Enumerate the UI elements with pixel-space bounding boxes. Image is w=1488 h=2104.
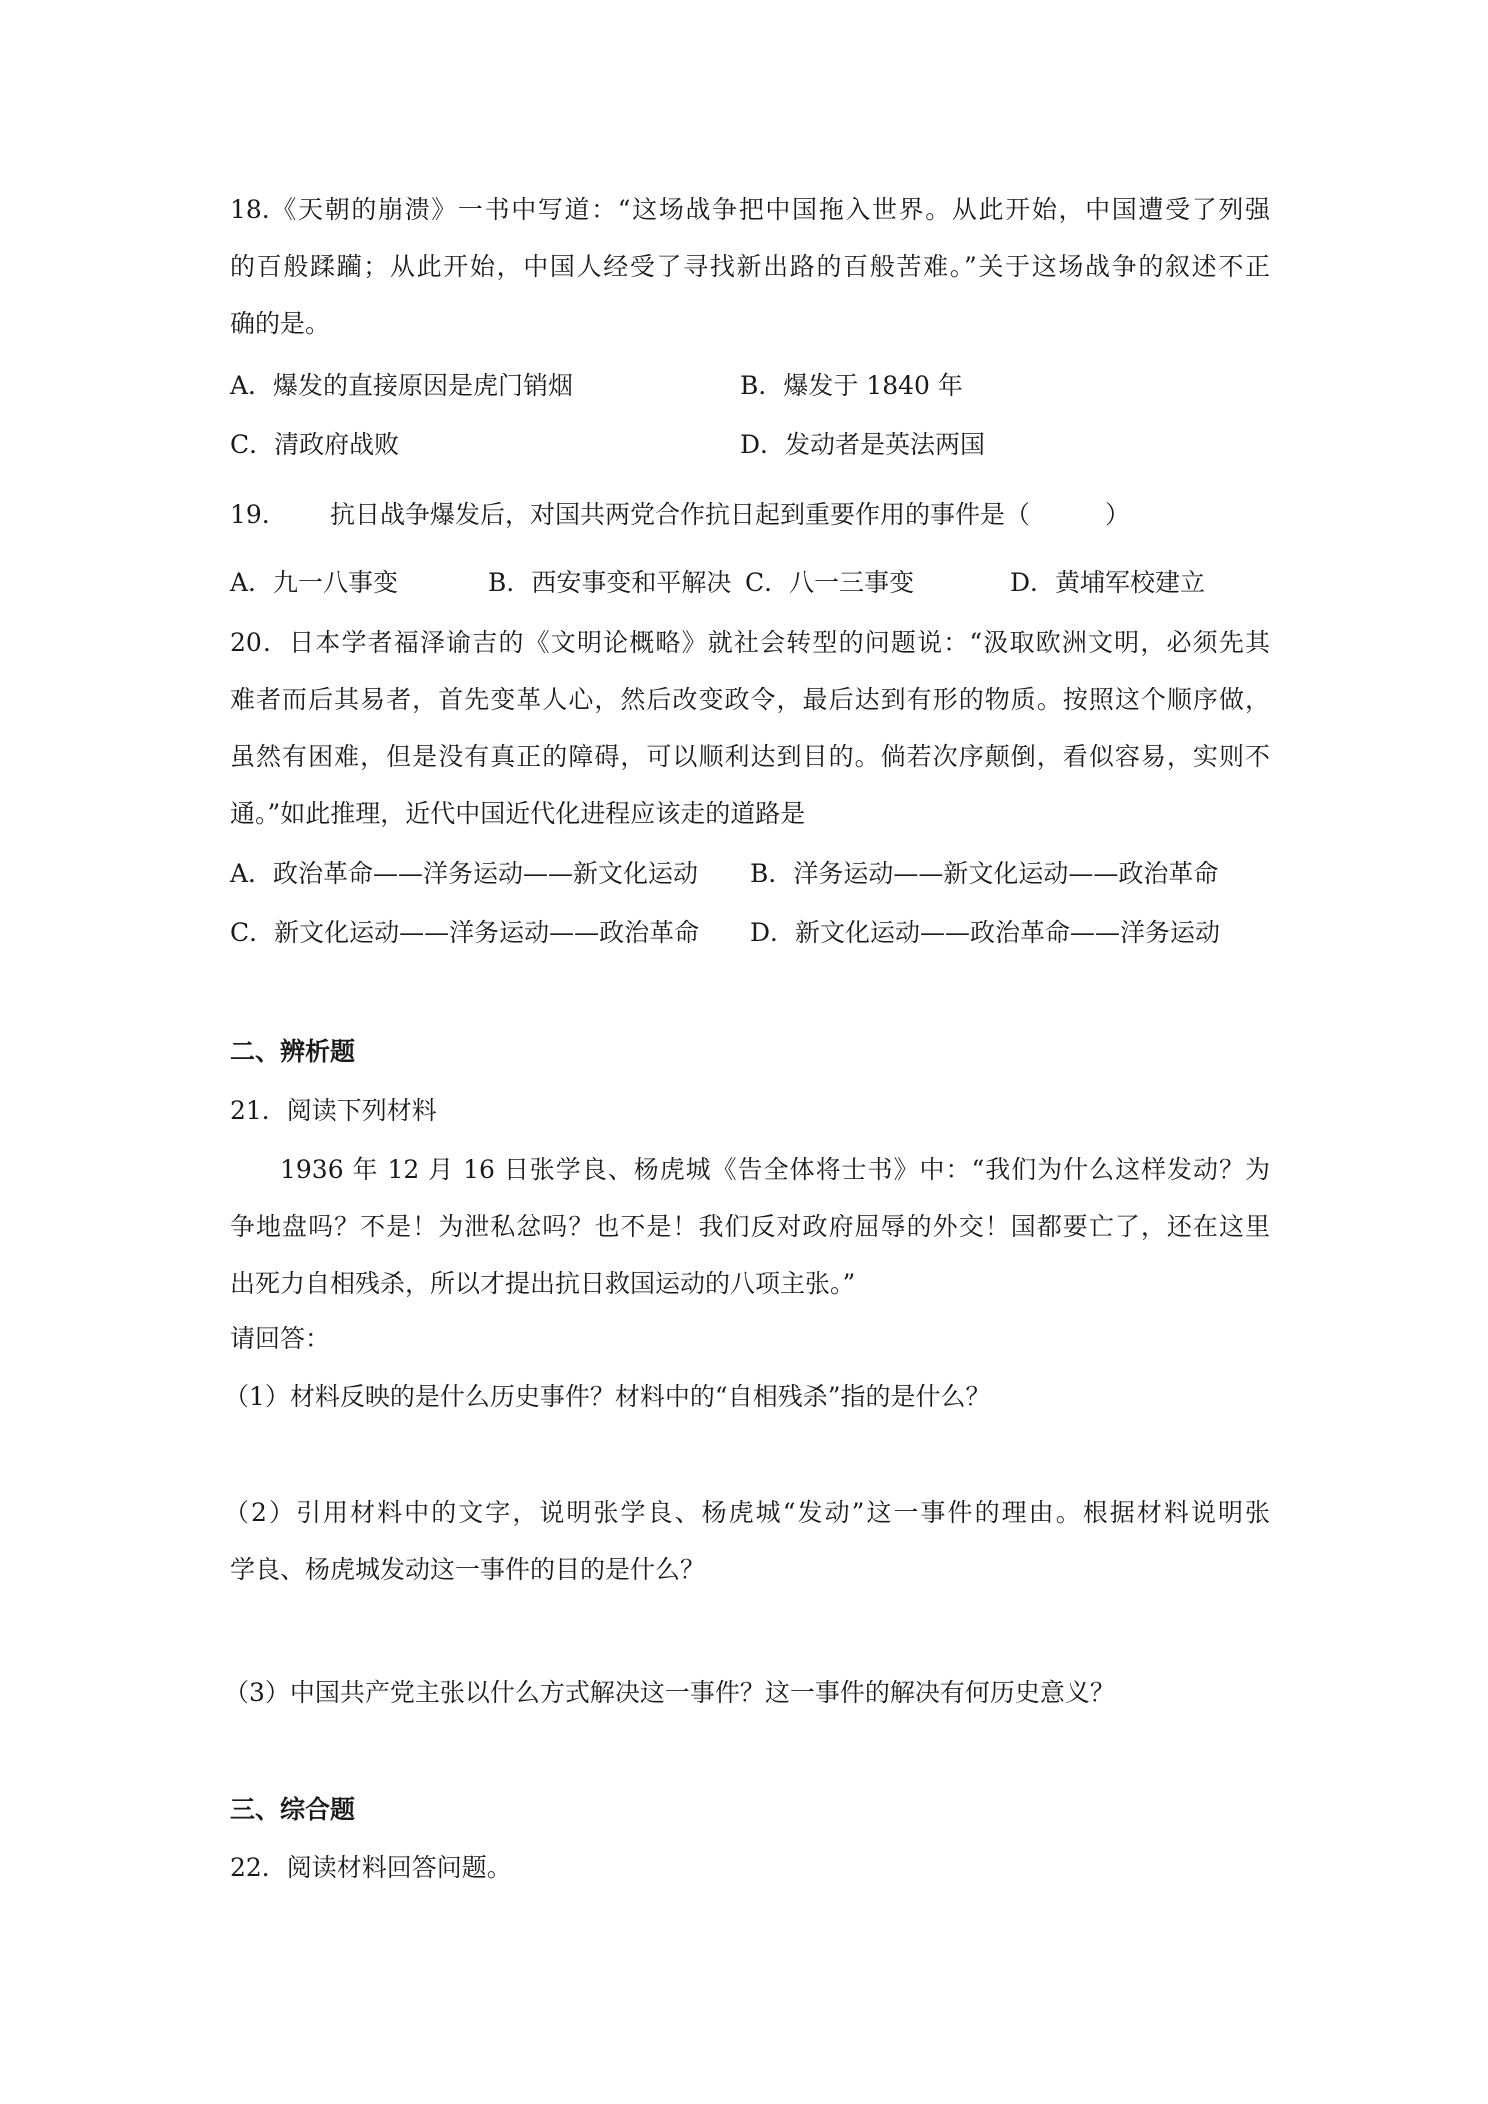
- q19-option-a: A．九一八事变: [230, 568, 399, 597]
- q21-sub-question-1: （1）材料反映的是什么历史事件？材料中的“自相残杀”指的是什么？: [224, 1382, 991, 1411]
- q20-line-2: 难者而后其易者，首先变革人心，然后改变政令，最后达到有形的物质。按照这个顺序做，: [230, 685, 1270, 714]
- q19-number: 19.: [230, 500, 270, 529]
- q19-option-d: D．黄埔军校建立: [1010, 568, 1206, 597]
- section-2-title: 二、辨析题: [230, 1037, 356, 1066]
- q19-stem: 抗日战争爆发后，对国共两党合作抗日起到重要作用的事件是（ ）: [330, 500, 1131, 529]
- q21-sub-question-2-line-1: （2）引用材料中的文字，说明张学良、杨虎城“发动”这一事件的理由。根据材料说明张: [224, 1498, 1270, 1527]
- q20-line-3: 虽然有困难，但是没有真正的障碍，可以顺利达到目的。倘若次序颠倒，看似容易，实则不: [230, 742, 1270, 771]
- q18-line-1: 18.《天朝的崩溃》一书中写道：“这场战争把中国拖入世界。从此开始，中国遭受了列强: [230, 195, 1270, 224]
- q20-option-c: C．新文化运动——洋务运动——政治革命: [230, 918, 700, 947]
- q21-sub-question-2-line-2: 学良、杨虎城发动这一事件的目的是什么？: [230, 1555, 706, 1584]
- q20-line-4: 通。”如此推理，近代中国近代化进程应该走的道路是: [230, 799, 806, 828]
- q18-option-d: D．发动者是英法两国: [740, 430, 986, 459]
- q18-line-3: 确的是。: [230, 309, 331, 338]
- q21-title: 21．阅读下列材料: [230, 1096, 437, 1125]
- q20-option-a: A．政治革命——洋务运动——新文化运动: [230, 859, 699, 888]
- q20-option-d: D．新文化运动——政治革命——洋务运动: [750, 918, 1221, 947]
- q18-option-a: A．爆发的直接原因是虎门销烟: [230, 371, 574, 400]
- q19-option-c: C．八一三事变: [745, 568, 915, 597]
- section-3-title: 三、综合题: [230, 1795, 356, 1824]
- q18-option-c: C．清政府战败: [230, 430, 400, 459]
- q21-material-line-3: 出死力自相残杀，所以才提出抗日救国运动的八项主张。”: [230, 1269, 856, 1298]
- q18-line-2: 的百般蹂躏；从此开始，中国人经受了寻找新出路的百般苦难。”关于这场战争的叙述不正: [230, 252, 1270, 281]
- q21-material-line-2: 争地盘吗？不是！为泄私忿吗？也不是！我们反对政府屈辱的外交！国都要亡了，还在这里: [230, 1212, 1270, 1241]
- q18-option-b: B．爆发于 1840 年: [740, 371, 963, 400]
- q20-option-b: B．洋务运动——新文化运动——政治革命: [750, 859, 1219, 888]
- q22-title: 22．阅读材料回答问题。: [230, 1853, 512, 1882]
- q21-prompt: 请回答：: [230, 1324, 331, 1353]
- q19-option-b: B．西安事变和平解决: [488, 568, 732, 597]
- q21-sub-question-3: （3）中国共产党主张以什么方式解决这一事件？这一事件的解决有何历史意义？: [224, 1678, 1115, 1707]
- q20-line-1: 20．日本学者福泽谕吉的《文明论概略》就社会转型的问题说：“汲取欧洲文明，必须先其: [230, 628, 1270, 657]
- q21-material-line-1: 1936 年 12 月 16 日张学良、杨虎城《告全体将士书》中：“我们为什么这样发动？为: [280, 1155, 1270, 1184]
